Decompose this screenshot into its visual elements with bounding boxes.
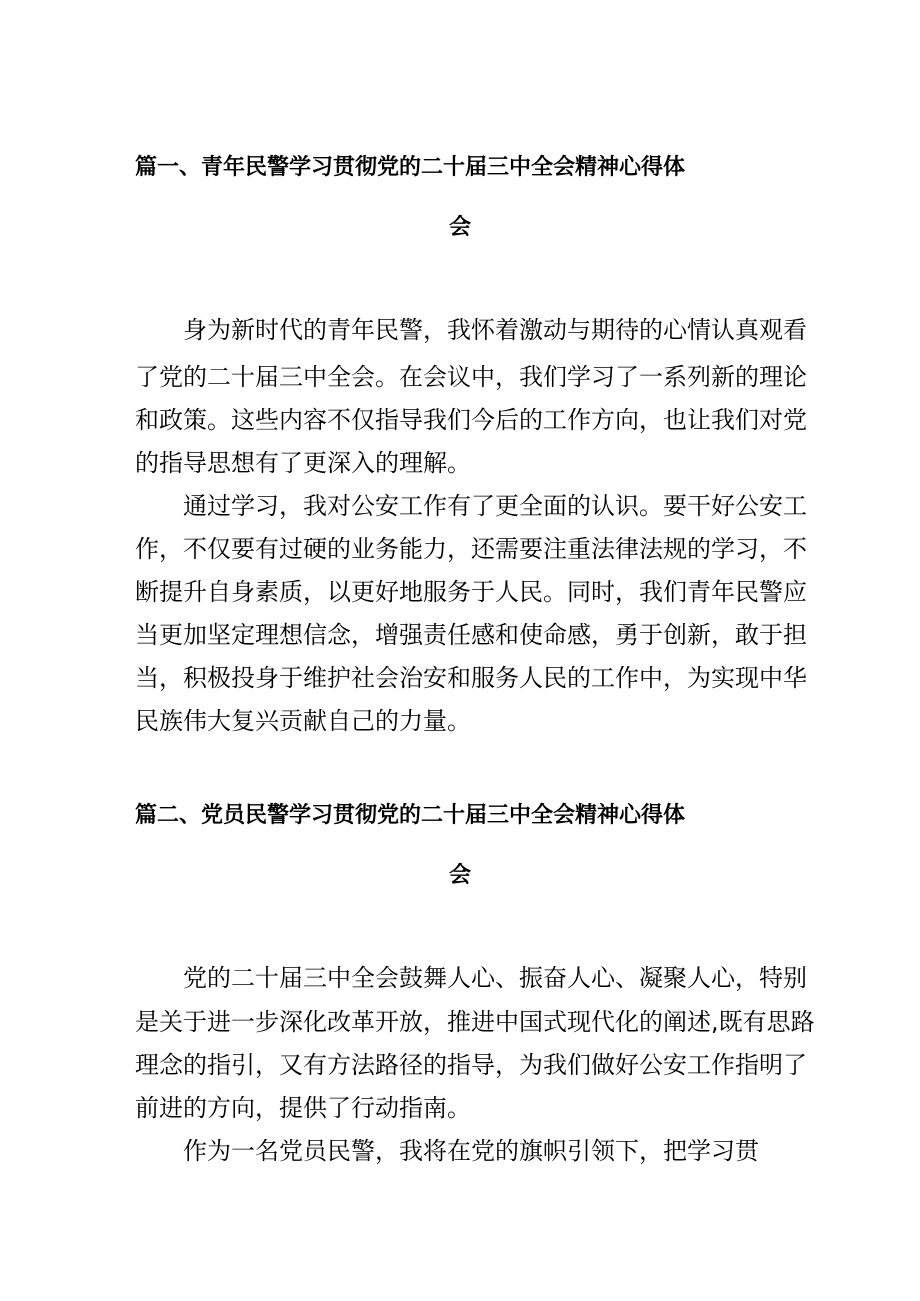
section-2-heading-line-2: 会 [448,863,471,888]
section-1-paragraph-1-line-3: 和政策。这些内容不仅指导我们今后的工作方向，也让我们对党 [135,406,807,434]
section-1-heading-line-1: 篇一、青年民警学习贯彻党的二十届三中全会精神心得体 [135,155,686,180]
section-2-paragraph-1-line-1: 党的二十届三中全会鼓舞人心、振奋人心、凝聚人心，特别 [183,964,807,992]
section-1-paragraph-2-line-2: 作，不仅要有过硬的业务能力，还需要注重法律法规的学习，不 [135,535,807,563]
section-1-paragraph-1-line-1: 身为新时代的青年民警，我怀着激动与期待的心情认真观看 [183,316,807,344]
section-1-paragraph-2-line-4: 当更加坚定理想信念，增强责任感和使命感，勇于创新，敢于担 [135,621,807,649]
section-2-paragraph-1-line-2: 是关于进一步深化改革开放，推进中国式现代化的阐述,既有思路 [135,1008,815,1036]
section-2-paragraph-1-line-3: 理念的指引，又有方法路径的指导，为我们做好公安工作指明了 [135,1051,807,1079]
section-2-heading-line-1: 篇二、党员民警学习贯彻党的二十届三中全会精神心得体 [135,803,686,828]
section-1-paragraph-2-line-6: 民族伟大复兴贡献自己的力量。 [135,707,471,735]
section-2-paragraph-1-line-4: 前进的方向，提供了行动指南。 [135,1094,471,1122]
section-1-paragraph-2-line-5: 当，积极投身于维护社会治安和服务人民的工作中，为实现中华 [135,664,807,692]
section-1-paragraph-1-line-4: 的指导思想有了更深入的理解。 [135,449,471,477]
section-2-paragraph-2-line-1: 作为一名党员民警，我将在党的旗帜引领下，把学习贯 [183,1137,759,1165]
section-1-paragraph-2-line-1: 通过学习，我对公安工作有了更全面的认识。要干好公安工 [183,492,807,520]
section-1-paragraph-2-line-3: 断提升自身素质，以更好地服务于人民。同时，我们青年民警应 [135,578,807,606]
section-1-heading-line-2: 会 [448,215,471,240]
section-1-paragraph-1-line-2: 了党的二十届三中全会。在会议中，我们学习了一系列新的理论 [135,363,807,391]
